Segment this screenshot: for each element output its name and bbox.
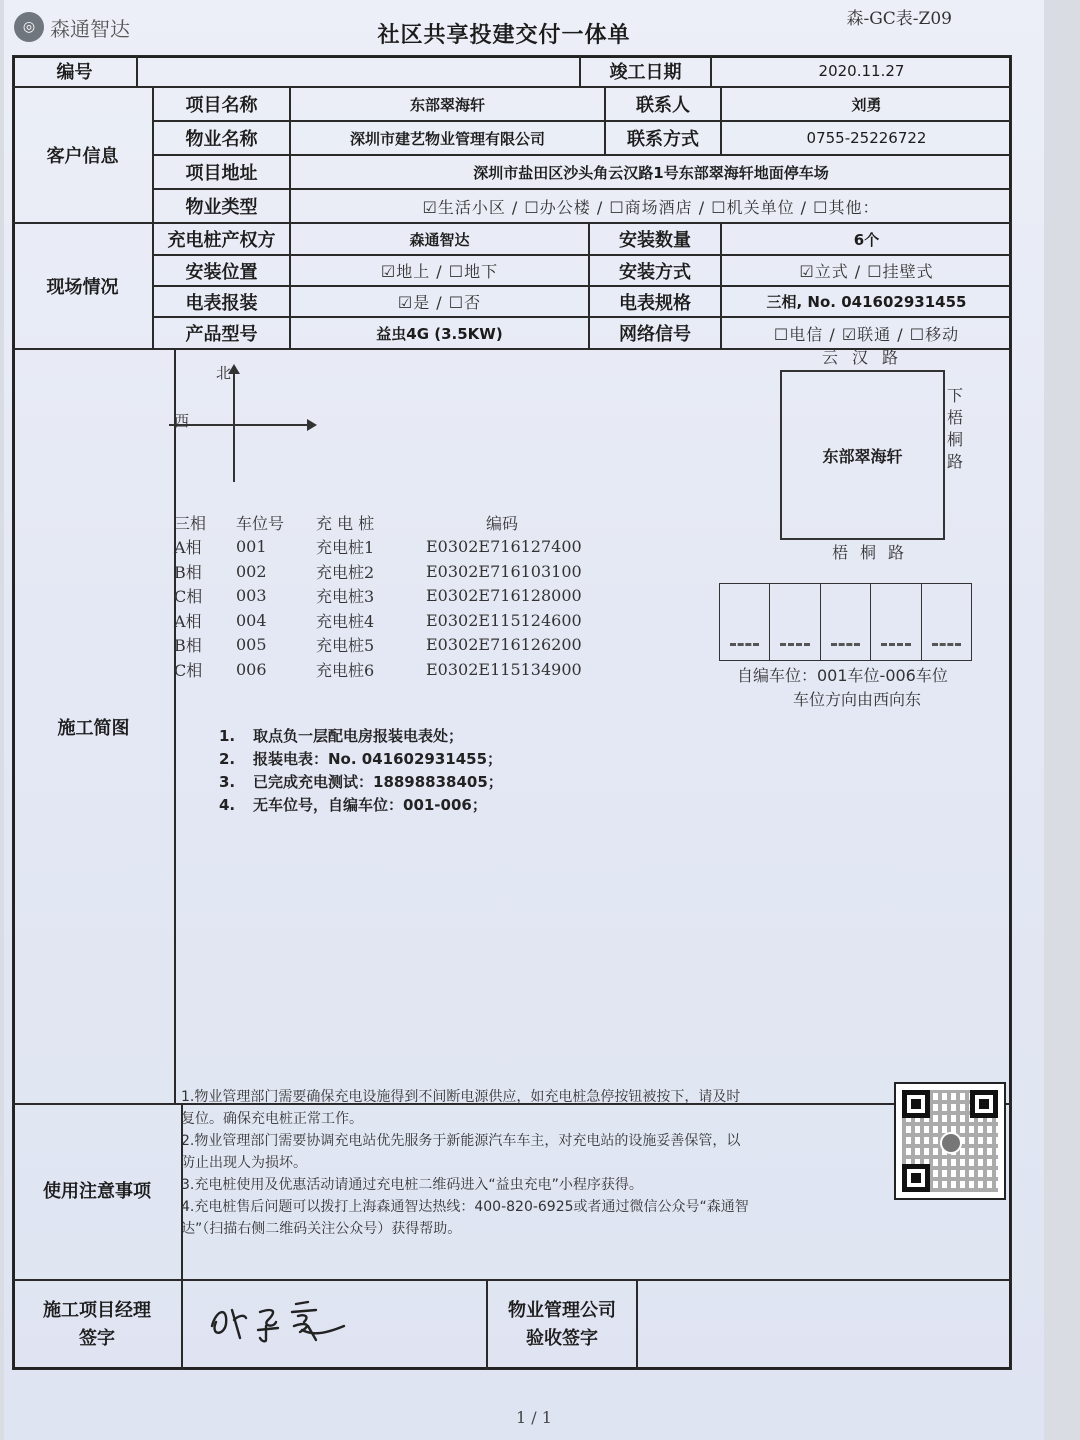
address-label: 项目地址 — [153, 155, 290, 189]
list-item — [219, 793, 503, 816]
list-item — [219, 770, 503, 793]
qr-logo-icon — [940, 1132, 962, 1154]
usage-line: 4.充电桩售后问题可以拨打上海森通智达热线：400-820-6925或者通过微信公众号“森通智 — [181, 1199, 749, 1215]
usage-line: 2.物业管理部门需要协调充电站优先服务于新能源汽车车主，对充电站的设施妥善保管，以 — [181, 1133, 741, 1149]
code-cell: E0302E716128000 — [426, 586, 582, 606]
table-row — [174, 559, 626, 584]
contact-label: 联系人 — [605, 87, 721, 121]
company-logo — [14, 12, 130, 42]
customer-section-label: 客户信息 — [12, 87, 153, 223]
location-options: ☑地上 / ☐地下 — [290, 255, 589, 286]
qr-code-icon — [894, 1082, 1006, 1200]
parking-slot — [922, 584, 971, 660]
pile-cell: 充电桩6 — [316, 660, 375, 680]
note-number: 1. — [219, 726, 236, 745]
phone-label: 联系方式 — [605, 121, 721, 155]
code-cell: E0302E716127400 — [426, 537, 582, 557]
list-item — [219, 724, 503, 747]
method-options: ☑立式 / ☐挂壁式 — [721, 255, 1012, 286]
address-value: 深圳市盐田区沙头角云汉路1号东部翠海轩地面停车场 — [290, 155, 1012, 189]
contact-value: 刘勇 — [721, 87, 1012, 121]
site-map-building — [780, 370, 945, 540]
note-number: 2. — [219, 749, 236, 768]
table-row — [174, 633, 626, 658]
network-options: ☐电信 / ☑联通 / ☐移动 — [721, 317, 1012, 349]
note-number: 4. — [219, 795, 236, 814]
parking-slot — [770, 584, 820, 660]
pile-table — [174, 510, 626, 682]
slot-cell: 004 — [236, 610, 267, 630]
ownership-label: 充电桩产权方 — [153, 223, 290, 255]
number-label: 编号 — [12, 55, 137, 87]
table-row — [174, 657, 626, 682]
usage-line: 复位。确保充电桩正常工作。 — [181, 1111, 363, 1127]
pile-cell: 充电桩3 — [316, 587, 375, 607]
note-text: 无车位号，自编车位：001-006； — [253, 796, 487, 814]
road-top-label: 云汉路 — [822, 348, 913, 367]
code-cell: E0302E115124600 — [426, 610, 582, 630]
network-label: 网络信号 — [589, 317, 721, 349]
phase-cell: A相 — [174, 611, 202, 631]
code-cell: E0302E115134900 — [426, 659, 582, 679]
col-code: 编码 — [486, 513, 519, 533]
parking-slots — [719, 583, 972, 661]
logo-text: 森通智达 — [50, 16, 130, 41]
pile-cell: 充电桩5 — [316, 636, 375, 656]
logo-icon: ◎ — [14, 12, 44, 42]
meter-label: 电表报装 — [153, 286, 290, 317]
method-label: 安装方式 — [589, 255, 721, 286]
location-label: 安装位置 — [153, 255, 290, 286]
slot-cell: 005 — [236, 635, 267, 655]
phase-cell: C相 — [174, 660, 203, 680]
number-value — [137, 55, 580, 87]
slot-note — [737, 664, 948, 712]
road-right-label: 下梧桐路 — [947, 386, 964, 471]
diagram-section-label: 施工简图 — [12, 349, 175, 1104]
meter-spec-value: 三相, No. 041602931455 — [721, 286, 1012, 317]
usage-notes — [181, 1086, 887, 1240]
quantity-label: 安装数量 — [589, 223, 721, 255]
model-label: 产品型号 — [153, 317, 290, 349]
meter-spec-label: 电表规格 — [589, 286, 721, 317]
slot-cell: 002 — [236, 561, 267, 581]
property-signature-label: 物业管理公司验收签字 — [487, 1280, 637, 1370]
ownership-value: 森通智达 — [290, 223, 589, 255]
table-row — [174, 535, 626, 560]
slot-note-line-2: 车位方向由西向东 — [793, 690, 922, 709]
note-text: 取点负一层配电房报装电表处； — [253, 727, 464, 745]
site-section-label: 现场情况 — [12, 223, 153, 349]
building-label: 东部翠海轩 — [822, 446, 903, 466]
north-label: 北 — [216, 364, 232, 382]
pile-cell: 充电桩4 — [316, 611, 375, 631]
manager-signature-label: 施工项目经理签字 — [12, 1280, 182, 1370]
col-pile: 充 电 桩 — [316, 513, 375, 533]
property-value: 深圳市建艺物业管理有限公司 — [290, 121, 605, 155]
usage-line: 3.充电桩使用及优惠活动请通过充电桩二维码进入“益虫充电”小程序获得。 — [181, 1177, 643, 1193]
project-name-value: 东部翠海轩 — [290, 87, 605, 121]
pile-table-header — [174, 510, 626, 535]
completion-date-label: 竣工日期 — [580, 55, 711, 87]
phase-cell: A相 — [174, 538, 202, 558]
property-type-label: 物业类型 — [153, 189, 290, 223]
phase-cell: B相 — [174, 636, 202, 656]
phase-cell: C相 — [174, 587, 203, 607]
slot-cell: 003 — [236, 586, 267, 606]
slot-note-line-1: 自编车位：001车位-006车位 — [737, 666, 948, 685]
col-phase: 三相 — [174, 513, 207, 533]
slot-cell: 001 — [236, 537, 267, 557]
compass-north-axis — [233, 370, 235, 482]
usage-line: 1.物业管理部门需要确保充电设施得到不间断电源供应，如充电桩急停按钮被按下，请及时 — [181, 1089, 741, 1105]
usage-section-label: 使用注意事项 — [12, 1104, 182, 1280]
document-title: 社区共享投建交付一体单 — [377, 23, 631, 48]
construction-notes — [219, 724, 503, 816]
parking-slot — [871, 584, 921, 660]
slot-cell: 006 — [236, 659, 267, 679]
property-label: 物业名称 — [153, 121, 290, 155]
model-value: 益虫4G (3.5KW) — [290, 317, 589, 349]
pile-cell: 充电桩2 — [316, 562, 375, 582]
pile-cell: 充电桩1 — [316, 538, 375, 558]
list-item — [219, 747, 503, 770]
project-name-label: 项目名称 — [153, 87, 290, 121]
note-text: 报装电表：No. 041602931455； — [253, 750, 503, 768]
col-slot: 车位号 — [236, 513, 285, 533]
handwritten-signature — [204, 1296, 354, 1346]
code-cell: E0302E716103100 — [426, 561, 582, 581]
meter-options: ☑是 / ☐否 — [290, 286, 589, 317]
phone-value: 0755-25226722 — [721, 121, 1012, 155]
arrow-right-icon — [307, 419, 317, 431]
west-label: 西 — [174, 412, 190, 430]
parking-slot — [720, 584, 770, 660]
usage-line: 达”（扫描右侧二维码关注公众号）获得帮助。 — [181, 1221, 462, 1237]
code-cell: E0302E716126200 — [426, 635, 582, 655]
completion-date-value: 2020.11.27 — [711, 55, 1012, 87]
compass-east-axis — [169, 424, 309, 426]
phase-cell: B相 — [174, 562, 202, 582]
table-row — [174, 584, 626, 609]
usage-line: 防止出现人为损坏。 — [181, 1155, 307, 1171]
parking-slot — [821, 584, 871, 660]
form-code: 森-GC表-Z09 — [846, 9, 952, 29]
page-number: 1 / 1 — [516, 1408, 552, 1427]
quantity-value: 6个 — [721, 223, 1012, 255]
property-type-options: ☑生活小区 / ☐办公楼 / ☐商场酒店 / ☐机关单位 / ☐其他： — [290, 189, 1012, 223]
property-signature-area — [637, 1280, 1012, 1370]
table-row — [174, 608, 626, 633]
note-number: 3. — [219, 772, 236, 791]
road-bottom-label: 梧桐路 — [832, 543, 917, 562]
document-page — [4, 0, 1044, 1440]
note-text: 已完成充电测试：18898838405； — [253, 773, 503, 791]
